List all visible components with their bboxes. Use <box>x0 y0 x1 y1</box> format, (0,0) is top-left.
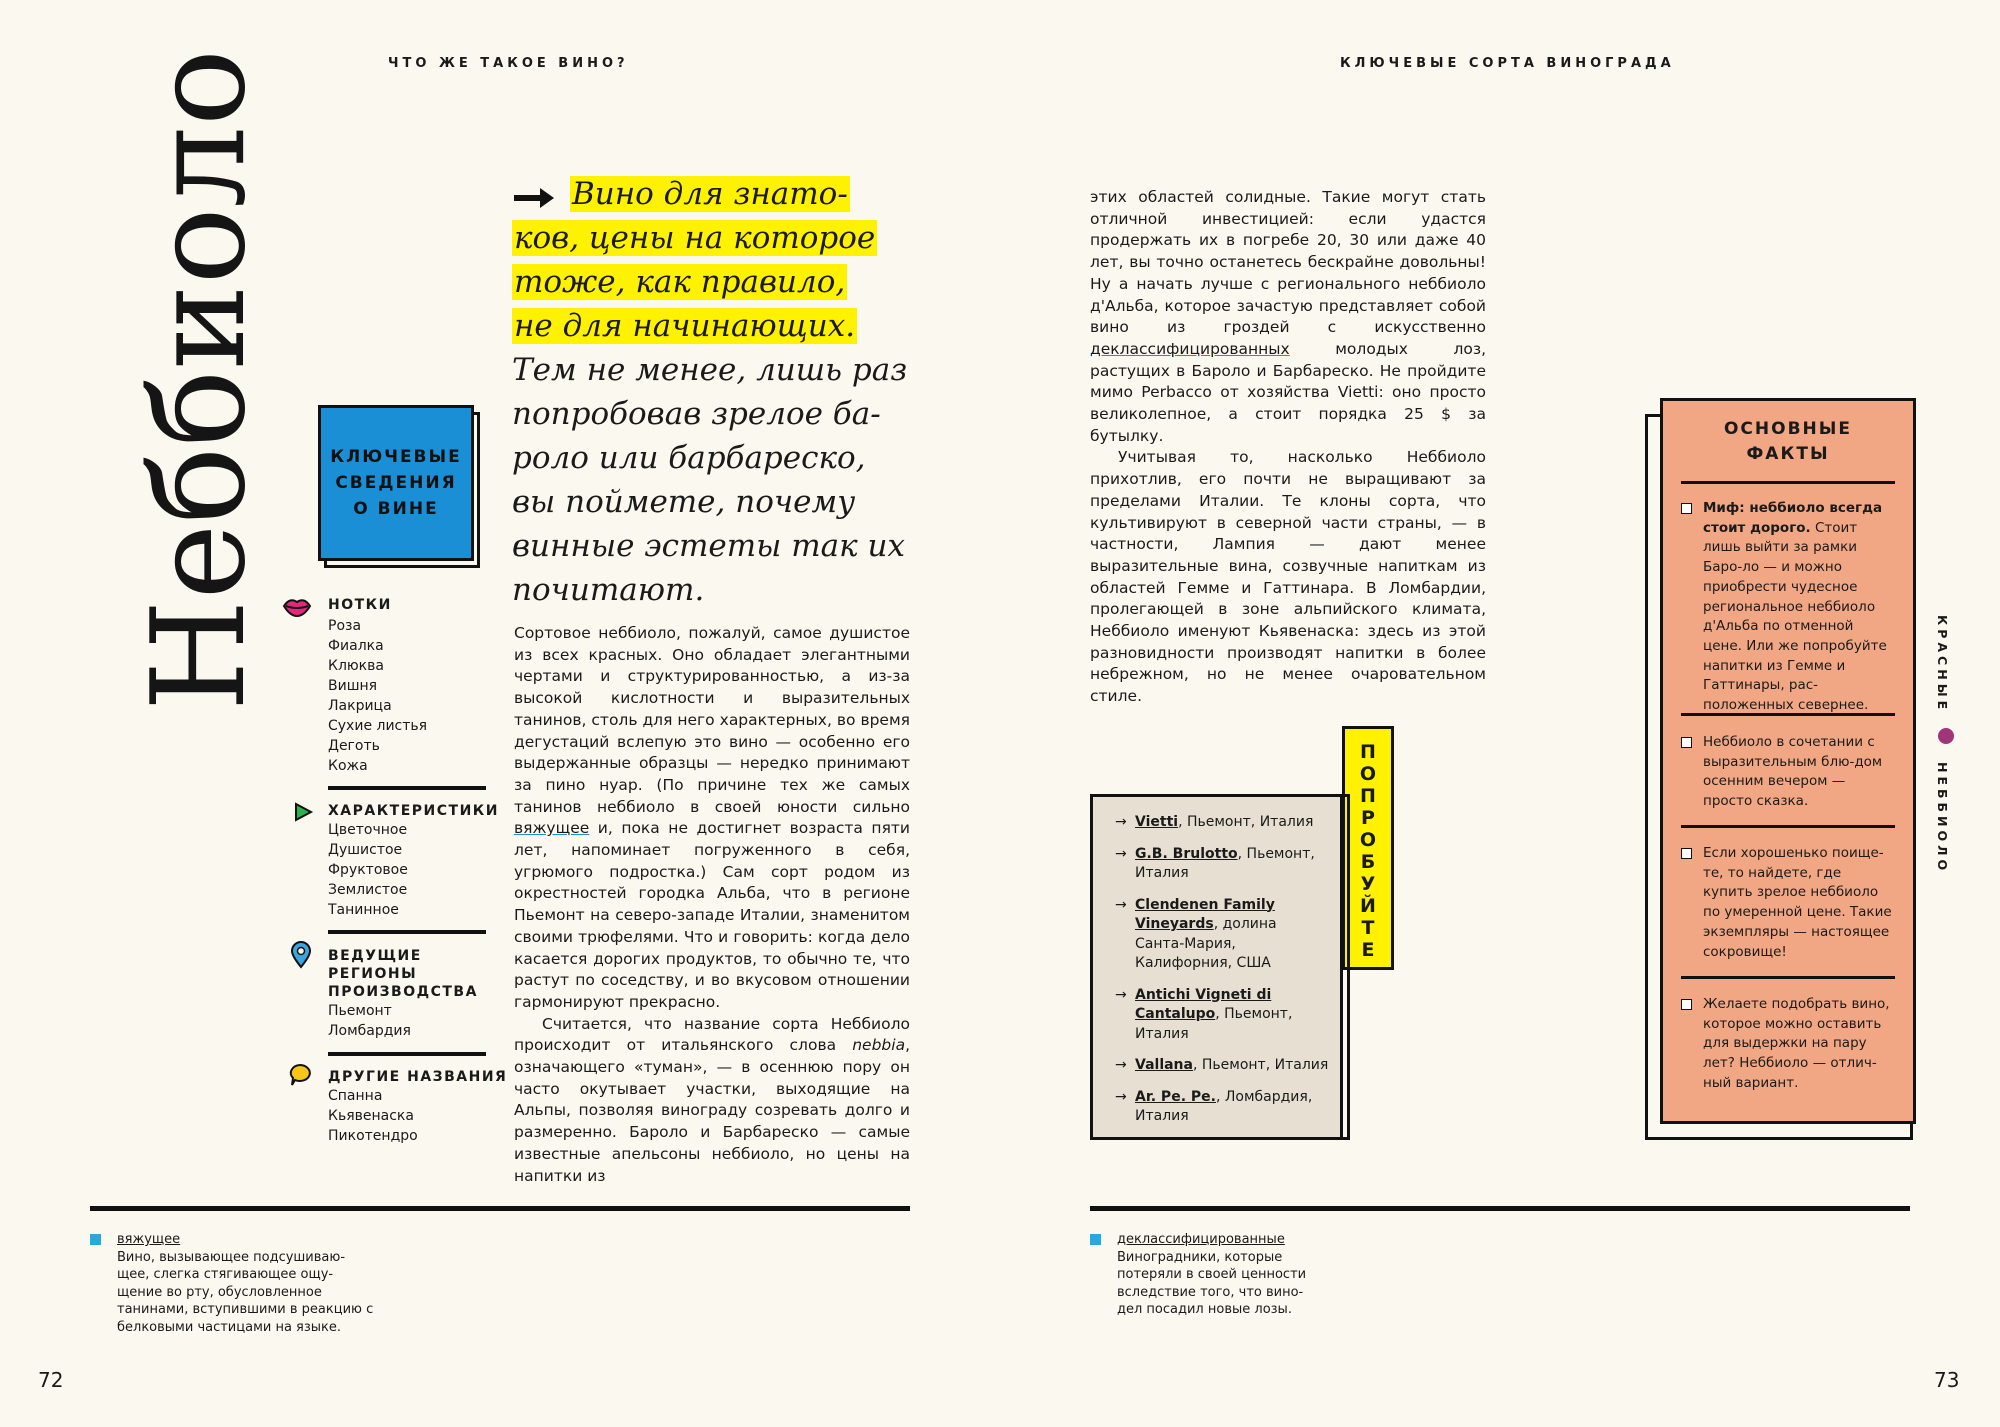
section-tab-nebbiolo <box>1935 762 1955 874</box>
list-item: Кьявенаска <box>328 1108 414 1124</box>
body-paragraph <box>514 623 910 1014</box>
lead-highlight-line: ков, цены на которое <box>514 220 876 256</box>
list-item: Кожа <box>328 758 368 774</box>
list-item: Фиалка <box>328 638 384 654</box>
producer-place: , Пьемонт, Италия <box>1192 1057 1329 1073</box>
footnote-right <box>1117 1231 1317 1319</box>
fact-divider <box>328 1052 486 1056</box>
producer-link[interactable]: Vietti <box>1135 814 1179 830</box>
lead-highlight-line: Вино для знато- <box>572 176 848 212</box>
lead-highlight-line: не для начинающих. <box>514 308 856 344</box>
fact-item-text: Стоит лишь выйти за рамки Баро-ло — и можно приобрести чудесное региональное неббиоло д'Альба по отменной цене. Или же попробуйте напитки из Гемме и Гаттинары, рас-положенных севернее. <box>1703 519 1887 714</box>
main-facts-box <box>1660 398 1916 1124</box>
body-text: этих областей солидные. Такие могут стать отличной инвестицией: если удастся продержать их в погребе 20, 30 или даже 40 лет, вы точно останетесь бескрайне довольны! Ну а начать лучше с регионального неббиоло д'Альба, которое зачастую представляет собой вино из гроздей с искусственно <box>1090 188 1486 337</box>
map-pin-icon <box>286 940 316 970</box>
footer-rule-left <box>90 1206 910 1211</box>
body-paragraph <box>1090 187 1486 447</box>
fact-heading-regions: ВЕДУЩИЕ РЕГИОНЫ ПРОИЗВОДСТВА <box>328 948 478 1000</box>
list-item: Пикотендро <box>328 1128 418 1144</box>
list-item <box>1115 986 1330 1045</box>
list-item: Цветочное <box>328 822 408 838</box>
running-head-right: КЛЮЧЕВЫЕ СОРТА ВИНОГРАДА <box>1340 56 1675 71</box>
wine-title: Неббиоло <box>125 48 274 712</box>
facts-divider <box>1681 976 1895 979</box>
fact-list-notes <box>328 616 427 776</box>
fact-heading-notes: НОТКИ <box>328 597 392 613</box>
producer-link[interactable]: Antichi Vigneti di Cantalupo <box>1135 986 1272 1022</box>
producer-place: , Пьемонт, Италия <box>1178 814 1314 830</box>
list-item: Пьемонт <box>328 1003 392 1019</box>
running-head-left: ЧТО ЖЕ ТАКОЕ ВИНО? <box>388 56 629 71</box>
fact-notes-icon <box>282 592 312 622</box>
producer-link[interactable]: Ar. Pe. Pe. <box>1135 1088 1216 1105</box>
try-list <box>1093 797 1340 1127</box>
fact-item <box>1681 995 1895 1094</box>
body-text: молодых лоз, растущих в Бароло и Барбареско. Не пройдите мимо Perbacco от хозяйства Vietti: оно просто великолепное, а стоит порядка 25 $ за бутылку. <box>1090 339 1486 445</box>
list-item: Сухие листья <box>328 718 428 734</box>
lead-highlight-line: тоже, как правило, <box>514 264 846 300</box>
body-text: и, пока не достигнет возраста пяти лет, напоминает погруженного в себя, угрюмого подростка.) Сам сорт родом из окрестностей городка Альба, что в регионе Пьемонт на северо-западе Италии, знаменитом своими трюфелями. Что и говорить: когда дело касается дорогих продуктов, то обычно те, что растут по соседству, и во вкусовом отношении гармонируют прекрасно. <box>514 819 910 1011</box>
body-column-right <box>1090 187 1486 708</box>
footnote-term: деклассифицированные <box>1117 1232 1285 1247</box>
producer-place: , долина Санта-Мария, Калифорния, США <box>1135 916 1277 971</box>
footnote-left <box>117 1231 377 1336</box>
fact-item-text: Желаете подобрать вино, которое можно оставить для выдержки на пару лет? Неббиоло — отлич-ный вариант. <box>1703 996 1890 1091</box>
producer-place: , Пьемонт, Италия <box>1135 845 1315 881</box>
list-item <box>1115 896 1330 974</box>
section-tab-reds <box>1935 615 1955 713</box>
try-box <box>1090 794 1343 1140</box>
lead-paragraph <box>512 172 912 612</box>
glossary-link-declassified[interactable]: деклассифицированных <box>1090 339 1290 358</box>
play-triangle-icon <box>288 797 318 827</box>
key-info-box <box>318 405 474 561</box>
checkbox-icon <box>1681 999 1692 1010</box>
speech-bubble-icon <box>285 1060 315 1090</box>
body-text: Сортовое неббиоло, пожалуй, самое душистое из всех красных. Оно обладает элегантными чертами и структурированностью, а из-за высокой кислотности и выразительных танинов, столь для него характерных, во время дегустаций вслепую это вино — особенно его выдержанные образцы — нередко принимают за пино нуар. (По причине тех же самых танинов неббиоло в своей юности сильно <box>514 624 910 816</box>
lips-icon <box>282 592 312 622</box>
producer-link[interactable]: Clendenen Family Vineyards <box>1135 896 1275 932</box>
fact-names-icon <box>285 1060 315 1090</box>
section-tab-top: КРАСНЫЕ <box>1935 615 1950 714</box>
list-item: Вишня <box>328 678 378 694</box>
list-item: Ломбардия <box>328 1023 411 1039</box>
fact-divider <box>328 786 486 790</box>
footer-rule-right <box>1090 1206 1910 1211</box>
producer-link[interactable]: G.B. Brulotto <box>1135 845 1238 862</box>
producer-link[interactable]: Vallana <box>1135 1057 1193 1073</box>
fact-item-bold: Миф: неббиоло всегда стоит дорого. <box>1703 500 1883 536</box>
fact-list-regions <box>328 1001 411 1041</box>
body-paragraph: Учитывая то, насколько Неббиоло прихотлив, его почти не выращивают за пределами Италии. Те клоны сорта, что культивируют в северной части страны, — в частности, Лампия — дают менее выразительные вина, созвучные напиткам из областей Гемме и Гаттинара. В Ломбардии, пролегающей в зоне альпийского климата, Неббиоло именуют Кьявенаска: здесь из этой разновидности производят напитки в более небрежном, но не менее очаровательном стиле. <box>1090 448 1486 706</box>
try-tab-label: П О П Р О Б У Й Т Е <box>1359 741 1377 961</box>
list-item <box>1115 1088 1330 1127</box>
lead-rest: Тем не менее, лишь раз попробовав зрелое ба-роло или барбареско, вы поймете, почему винные эстеты так их почитают. <box>512 352 908 608</box>
page-number-left: 72 <box>38 1368 64 1392</box>
list-item: Деготь <box>328 738 380 754</box>
producer-place: , Ломбардия, Италия <box>1135 1088 1313 1124</box>
fact-list-characteristics <box>328 820 408 920</box>
body-paragraph <box>514 1014 910 1188</box>
body-italic: nebbia <box>852 1036 906 1055</box>
list-item: Лакрица <box>328 698 392 714</box>
fact-item <box>1681 844 1895 962</box>
list-item <box>1115 845 1330 884</box>
fact-item-text: Неббиоло в сочетании с выразительным блю-дом осенним вечером — просто сказка. <box>1703 734 1883 810</box>
list-item: Танинное <box>328 902 399 918</box>
checkbox-icon <box>1681 848 1692 859</box>
page-number-right: 73 <box>1934 1368 1960 1392</box>
body-column-left <box>514 623 910 1187</box>
fact-heading-characteristics: ХАРАКТЕРИСТИКИ <box>328 803 499 819</box>
fact-item <box>1681 733 1895 812</box>
checkbox-icon <box>1681 737 1692 748</box>
list-item: Землистое <box>328 882 408 898</box>
facts-divider <box>1681 481 1895 484</box>
list-item: Спанна <box>328 1088 383 1104</box>
footnote-definition: Виноградники, которые потеряли в своей ценности вследствие того, что вино-дел посадил новые лозы. <box>1117 1249 1307 1317</box>
list-item: Клюква <box>328 658 384 674</box>
fact-list-other-names <box>328 1086 418 1146</box>
list-item: Душистое <box>328 842 403 858</box>
section-tab-bottom: НЕББИОЛО <box>1935 762 1950 875</box>
fact-divider <box>328 930 486 934</box>
list-item <box>1115 813 1330 833</box>
list-item <box>1115 1056 1330 1076</box>
footnote-definition: Вино, вызывающее подсушиваю-щее, слегка стягивающее ощу-щение во рту, обусловленное танинами, вступившими в реакцию с белковыми частицами на языке. <box>117 1249 374 1335</box>
footnote-bullet-icon <box>90 1234 101 1245</box>
section-dot-icon <box>1938 728 1954 744</box>
main-facts-title: ОСНОВНЫЕ ФАКТЫ <box>1723 419 1853 464</box>
fact-regions-icon <box>286 940 316 970</box>
key-info-label: КЛЮЧЕВЫЕ СВЕДЕНИЯ О ВИНЕ <box>330 447 462 519</box>
checkbox-icon <box>1681 503 1692 514</box>
footnote-term: вяжущее <box>117 1232 181 1247</box>
body-text: , означающего «туман», — в осеннюю пору он часто окутывает участки, выходящие на Альпы, позволяя винограду созревать долго и размеренно. Бароло и Барбареско — самые известные апельсоны неббиоло, но цены на напитки из <box>514 1036 910 1185</box>
producer-place: , Пьемонт, Италия <box>1135 1006 1293 1042</box>
list-item: Фруктовое <box>328 862 408 878</box>
fact-heading-other-names: ДРУГИЕ НАЗВАНИЯ <box>328 1069 508 1085</box>
body-text: Считается, что название сорта Неббиоло происходит от итальянского слова <box>514 1014 910 1055</box>
list-item: Роза <box>328 618 362 634</box>
fact-item-text: Если хорошенько поище-те, то найдете, где купить зрелое неббиоло по умеренной цене. Такие экземпляры — настоящее сокровище! <box>1703 845 1892 960</box>
fact-characteristics-icon <box>288 797 318 827</box>
glossary-link-astringent[interactable]: вяжущее <box>514 819 590 838</box>
fact-item <box>1681 499 1895 716</box>
facts-divider <box>1681 713 1895 716</box>
footnote-bullet-icon <box>1090 1234 1101 1245</box>
facts-divider <box>1681 825 1895 828</box>
